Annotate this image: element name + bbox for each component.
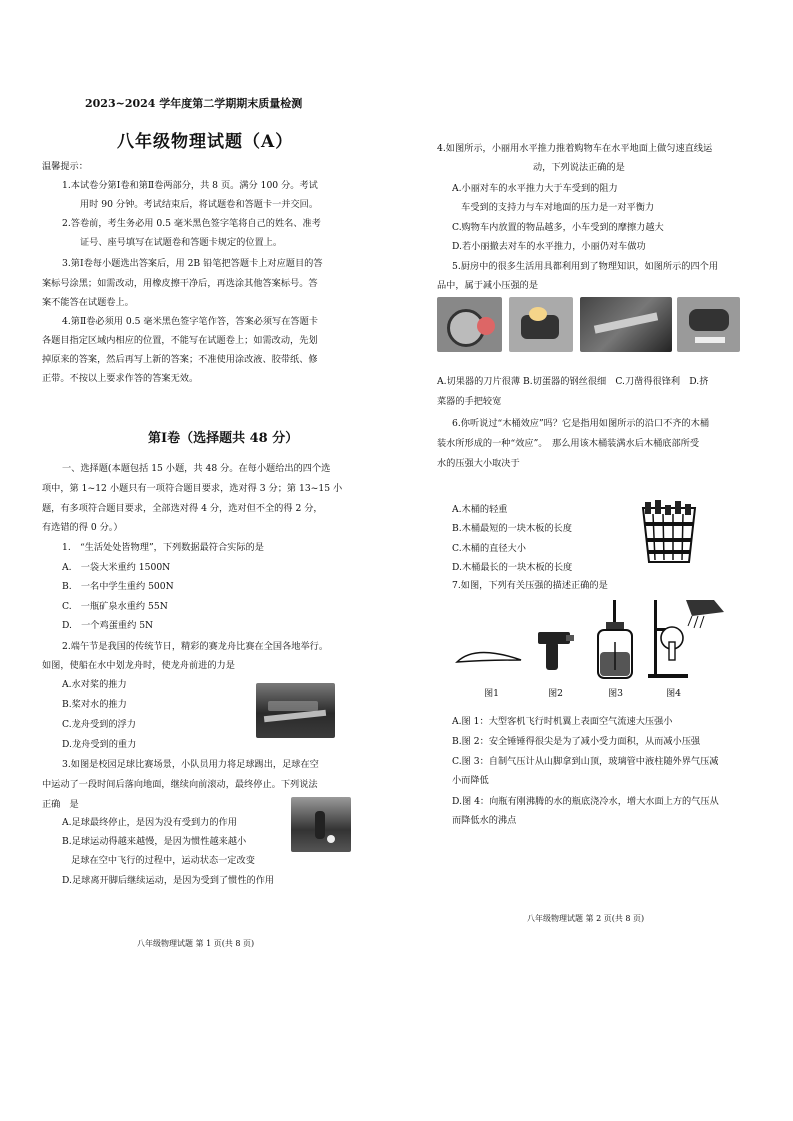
option: B. 一名中学生重约 500N bbox=[62, 581, 174, 592]
question-stem: 正确 是 bbox=[42, 799, 79, 810]
option: 车受到的支持力与车对地面的压力是一对平衡力 bbox=[452, 202, 655, 213]
question-stem: 2.端午节是我国的传统节日，精彩的赛龙舟比赛在全国各地举行。 bbox=[62, 641, 329, 652]
option: A. 一袋大米重约 1500N bbox=[62, 562, 171, 573]
football-photo bbox=[291, 797, 351, 852]
option: D.若小丽撤去对车的水平推力，小丽仍对车做功 bbox=[452, 241, 646, 252]
question-stem: 6.你听说过“木桶效应”吗？它是指用如图所示的沿口不齐的木桶 bbox=[452, 418, 710, 429]
tip-line: 各题目指定区域内相应的位置，不能写在试题卷上；如需改动，先划 bbox=[42, 335, 318, 346]
question-stem: 水的压强大小取决于 bbox=[437, 458, 520, 469]
dragon-boat-photo bbox=[256, 683, 335, 738]
figure-label: 图1 bbox=[484, 688, 500, 699]
exam-title: 八年级物理试题（A） bbox=[117, 132, 294, 152]
tip-line: 3.第Ⅰ卷每小题选出答案后，用 2B 铅笔把答题卡上对应题目的答 bbox=[62, 258, 323, 269]
question-stem: 品中，属于减小压强的是 bbox=[437, 280, 539, 291]
instruction-line: 一、选择题(本题包括 15 小题，共 48 分。在每小题给出的四个选 bbox=[62, 463, 331, 474]
figure-label: 图3 bbox=[608, 688, 624, 699]
option: D. 一个鸡蛋重约 5N bbox=[62, 620, 154, 631]
option: D.木桶最长的一块木板的长度 bbox=[452, 562, 573, 573]
tip-line: 正带。不按以上要求作答的答案无效。 bbox=[42, 373, 199, 384]
option: C.图 3：自制气压计从山脚拿到山顶，玻璃管中液柱随外界气压减 bbox=[452, 756, 719, 767]
tip-line: 证号、座号填写在试题卷和答题卡规定的位置上。 bbox=[80, 237, 283, 248]
figure-label: 图4 bbox=[666, 688, 682, 699]
option: C.木桶的直径大小 bbox=[452, 543, 526, 554]
option: C. 一瓶矿泉水重约 55N bbox=[62, 601, 168, 612]
question-stem: 1. “生活处处皆物理”，下列数据最符合实际的是 bbox=[62, 542, 264, 553]
option: B.木桶最短的一块木板的长度 bbox=[452, 523, 572, 534]
option: A.小丽对车的水平推力大于车受到的阻力 bbox=[452, 183, 618, 194]
tip-line: 1.本试卷分第Ⅰ卷和第Ⅱ卷两部分，共 8 页。满分 100 分。考试 bbox=[62, 180, 318, 191]
figure-label: 图2 bbox=[548, 688, 564, 699]
tip-line: 2.答卷前，考生务必用 0.5 毫米黑色签字笔将自己的姓名、准考 bbox=[62, 218, 321, 229]
option: B.图 2：安全锤锤得很尖是为了减小受力面积，从而减小压强 bbox=[452, 736, 701, 747]
barometer-figure bbox=[595, 600, 635, 680]
option: 小而降低 bbox=[452, 775, 489, 786]
fruit-cutter-photo bbox=[437, 297, 502, 352]
option: A.水对桨的推力 bbox=[62, 679, 127, 690]
garlic-press-photo bbox=[677, 297, 740, 352]
section-title: 第Ⅰ卷（选择题共 48 分） bbox=[148, 431, 299, 446]
option: 足球在空中飞行的过程中，运动状态一定改变 bbox=[62, 855, 255, 866]
option: C.购物车内放置的物品越多，小车受到的摩擦力越大 bbox=[452, 222, 664, 233]
question-stem: 4.如图所示，小丽用水平推力推着购物车在水平地面上做匀速直线运 bbox=[437, 143, 713, 154]
option: A.木桶的轻重 bbox=[452, 504, 508, 515]
option: A.切果器的刀片很薄 B.切蛋器的钢丝很细 C.刀凿得很锋利 D.挤 bbox=[437, 376, 709, 387]
question-stem: 动，下列说法正确的是 bbox=[533, 162, 625, 173]
option: 菜器的手把较宽 bbox=[437, 396, 502, 407]
tip-line: 4.第Ⅱ卷必须用 0.5 毫米黑色签字笔作答，答案必须写在答题卡 bbox=[62, 316, 318, 327]
tip-line: 案标号涂黑；如需改动，用橡皮擦干净后，再选涂其他答案标号。答 bbox=[42, 278, 318, 289]
exam-term: 2023~2024 学年度第二学期期末质量检测 bbox=[85, 97, 303, 110]
tip-line: 案不能答在试题卷上。 bbox=[42, 297, 134, 308]
question-stem: 5.厨房中的很多生活用具都利用到了物理知识，如图所示的四个用 bbox=[452, 261, 719, 272]
instruction-line: 题，有多项符合题目要求，全部选对得 4 分，选对但不全的得 2 分， bbox=[42, 503, 323, 514]
option: A.图 1：大型客机飞行时机翼上表面空气流速大压强小 bbox=[452, 716, 673, 727]
question-stem: 7.如图，下列有关压强的描述正确的是 bbox=[452, 580, 608, 591]
option: A.足球最终停止，是因为没有受到力的作用 bbox=[62, 817, 237, 828]
flask-figure bbox=[648, 598, 728, 682]
option: D.图 4：向瓶有刚沸腾的水的瓶底浇冷水，增大水面上方的气压从 bbox=[452, 796, 719, 807]
question-stem: 如图，使船在水中划龙舟时，使龙舟前进的力是 bbox=[42, 660, 235, 671]
question-stem: 中运动了一段时间后落向地面，继续向前滚动，最终停止。下列说法 bbox=[42, 779, 318, 790]
option: B.桨对水的推力 bbox=[62, 699, 127, 710]
page-footer-left: 八年级物理试题 第 1 页(共 8 页) bbox=[137, 939, 255, 948]
wooden-bucket-figure bbox=[639, 500, 699, 566]
question-stem: 装水所形成的一种“效应”。 那么用该木桶装满水后木桶底部所受 bbox=[437, 438, 700, 449]
option: B.足球运动得越来越慢，是因为惯性越来越小 bbox=[62, 836, 247, 847]
option: 而降低水的沸点 bbox=[452, 815, 517, 826]
wing-figure bbox=[455, 648, 525, 666]
tip-line: 用时 90 分钟。考试结束后，将试题卷和答题卡一并交回。 bbox=[80, 199, 319, 210]
safety-hammer-figure bbox=[536, 628, 576, 672]
option: D.龙舟受到的重力 bbox=[62, 739, 137, 750]
option: D.足球离开脚后继续运动，是因为受到了惯性的作用 bbox=[62, 875, 275, 886]
instruction-line: 有选错的得 0 分。） bbox=[42, 522, 123, 533]
tips-label: 温馨提示： bbox=[42, 161, 88, 172]
option: C.龙舟受到的浮力 bbox=[62, 719, 136, 730]
egg-slicer-photo bbox=[509, 297, 573, 352]
page-footer-right: 八年级物理试题 第 2 页(共 8 页) bbox=[527, 914, 645, 923]
knife-sharpening-photo bbox=[580, 297, 672, 352]
tip-line: 掉原来的答案，然后再写上新的答案；不准使用涂改液、胶带纸、修 bbox=[42, 354, 318, 365]
question-stem: 3.如图是校园足球比赛场景，小队员用力将足球踢出，足球在空 bbox=[62, 759, 319, 770]
instruction-line: 项中，第 1~12 小题只有一项符合题目要求，选对得 3 分；第 13~15 小 bbox=[42, 483, 343, 494]
